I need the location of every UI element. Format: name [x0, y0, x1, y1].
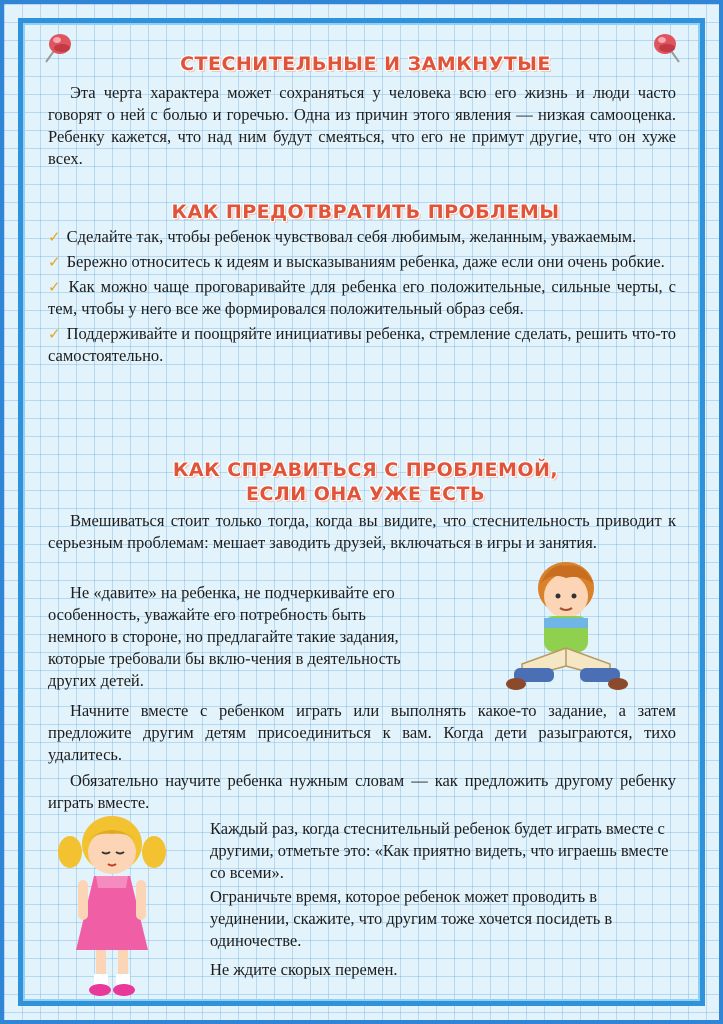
- checkmark-icon: ✓: [48, 228, 61, 246]
- cope-paragraph: Ограничьте время, которое ребенок может проводить в уединении, скажите, что другим тоже хочется посидеть в одиночестве.: [210, 887, 613, 950]
- prevention-list: [48, 226, 676, 370]
- cope-paragraph: Не ждите скорых перемен.: [210, 960, 398, 979]
- cope-paragraph: Каждый раз, когда стеснительный ребенок будет играть вместе с другими, отметьте это: «Как приятно видеть, что играешь вместе со всеми».: [210, 819, 669, 882]
- checkmark-icon: ✓: [48, 278, 63, 296]
- cope-paragraph: Вмешиваться стоит только тогда, когда вы видите, что стеснительность приводит к серьезным проблемам: мешает заводить друзей, включаться в игры и занятия.: [48, 511, 676, 552]
- list-item: ✓ Бережно относитесь к идеям и высказываниям ребенка, даже если они очень робкие.: [48, 252, 665, 271]
- list-item: ✓ Как можно чаще проговаривайте для ребенка его положительные, сильные черты, с тем, чтобы у него все же формировался положительный образ себя.: [48, 277, 676, 318]
- girl-illustration: [56, 810, 168, 1000]
- section-title-prevent: КАК ПРЕДОТВРАТИТЬ ПРОБЛЕМЫ: [171, 201, 560, 223]
- cope-paragraph: Начните вместе с ребенком играть или выполнять какое-то задание, а затем предложите другим детям присоединиться к вам. Когда дети разыграются, тихо удалитесь.: [48, 701, 676, 764]
- section-title-cope: КАК СПРАВИТЬСЯ С ПРОБЛЕМОЙ, ЕСЛИ ОНА УЖЕ ЕСТЬ: [172, 459, 559, 505]
- checkmark-icon: ✓: [48, 253, 61, 271]
- checkmark-icon: ✓: [48, 325, 61, 343]
- boy-reading-illustration: [504, 556, 632, 694]
- cope-paragraph: Обязательно научите ребенка нужным словам — как предложить другому ребенку играть вместе.: [48, 771, 676, 812]
- cope-paragraph: Не «давите» на ребенка, не подчеркивайте его особенность, уважайте его потребность быть немного в стороне, но предлагайте такие задания, которые требовали бы вклю-чения в деятельность других детей.: [48, 583, 401, 690]
- intro-paragraph: Эта черта характера может сохраняться у человека всю его жизнь и люди часто говорят о ней с болью и горечью. Одна из причин этого явления — низкая самооценка. Ребенку кажется, что над ним будут смеяться, что его не примут другие, что он хуже всех.: [48, 83, 676, 168]
- section-title-shy: СТЕСНИТЕЛЬНЫЕ И ЗАМКНУТЫЕ: [180, 53, 551, 75]
- list-item: ✓ Поддерживайте и поощряйте инициативы ребенка, стремление сделать, решить что-то самостоятельно.: [48, 324, 676, 365]
- list-item: ✓ Сделайте так, чтобы ребенок чувствовал себя любимым, желанным, уважаемым.: [48, 227, 637, 246]
